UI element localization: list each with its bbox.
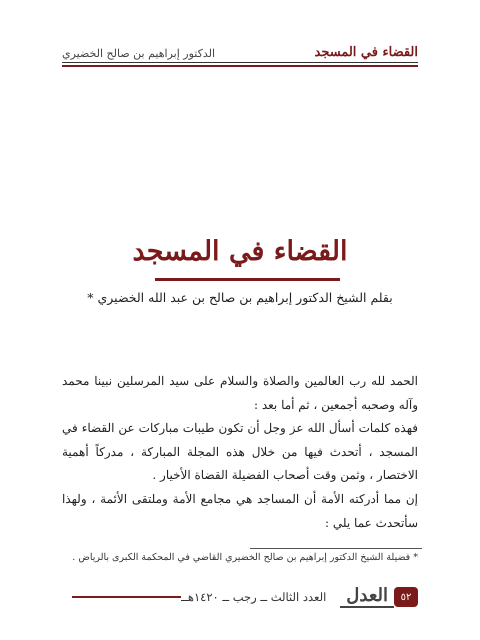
article-byline: بقلم الشيخ الدكتور إبراهيم بن صالح بن عبد الله الخضيري * bbox=[87, 290, 393, 305]
header-divider bbox=[62, 62, 418, 67]
article-title: القضاء في المسجد bbox=[132, 236, 348, 267]
article-body bbox=[62, 370, 418, 535]
body-paragraph-3: إن مما أدركته الأمة أن المساجد هي مجامع الأمة وملتقى الأئمة ، ولهذا سأتحدث عما يلي : bbox=[62, 491, 418, 530]
body-paragraph-2: فهذه كلمات أسأل الله عز وجل أن تكون طيبات مباركات عن القضاء في المسجد ، أتحدث فيها من خلال هذه المجلة المباركة ، مدركاً أهمية الاختصار ، وثمن وقت أصحاب الفضيلة القضاة الأخيار . bbox=[62, 421, 418, 483]
page-footer bbox=[62, 582, 418, 612]
footer-branding bbox=[181, 586, 394, 608]
body-paragraph-1: الحمد لله رب العالمين والصلاة والسلام على سيد المرسلين نبينا محمد وآله وصحبه أجمعين ، ثم أما بعد : bbox=[62, 374, 418, 412]
running-header bbox=[62, 36, 418, 60]
journal-logo: العدل bbox=[340, 586, 394, 608]
issue-info: العدد الثالث ــ رجب ــ ١٤٢٠هــ bbox=[181, 590, 327, 604]
running-header-author: الدكتور إبراهيم بن صالح الخضيري bbox=[62, 47, 216, 60]
footer-divider bbox=[72, 596, 181, 598]
title-underline bbox=[155, 278, 340, 281]
footnote: * فضيلة الشيخ الدكتور إبراهيم بن صالح الخضيري القاضي في المحكمة الكبرى بالرياض . bbox=[72, 552, 418, 563]
running-header-journal: القضاء في المسجد bbox=[314, 45, 418, 60]
page-number-badge: ٥٢ bbox=[394, 587, 418, 607]
footnote-divider bbox=[250, 548, 422, 549]
